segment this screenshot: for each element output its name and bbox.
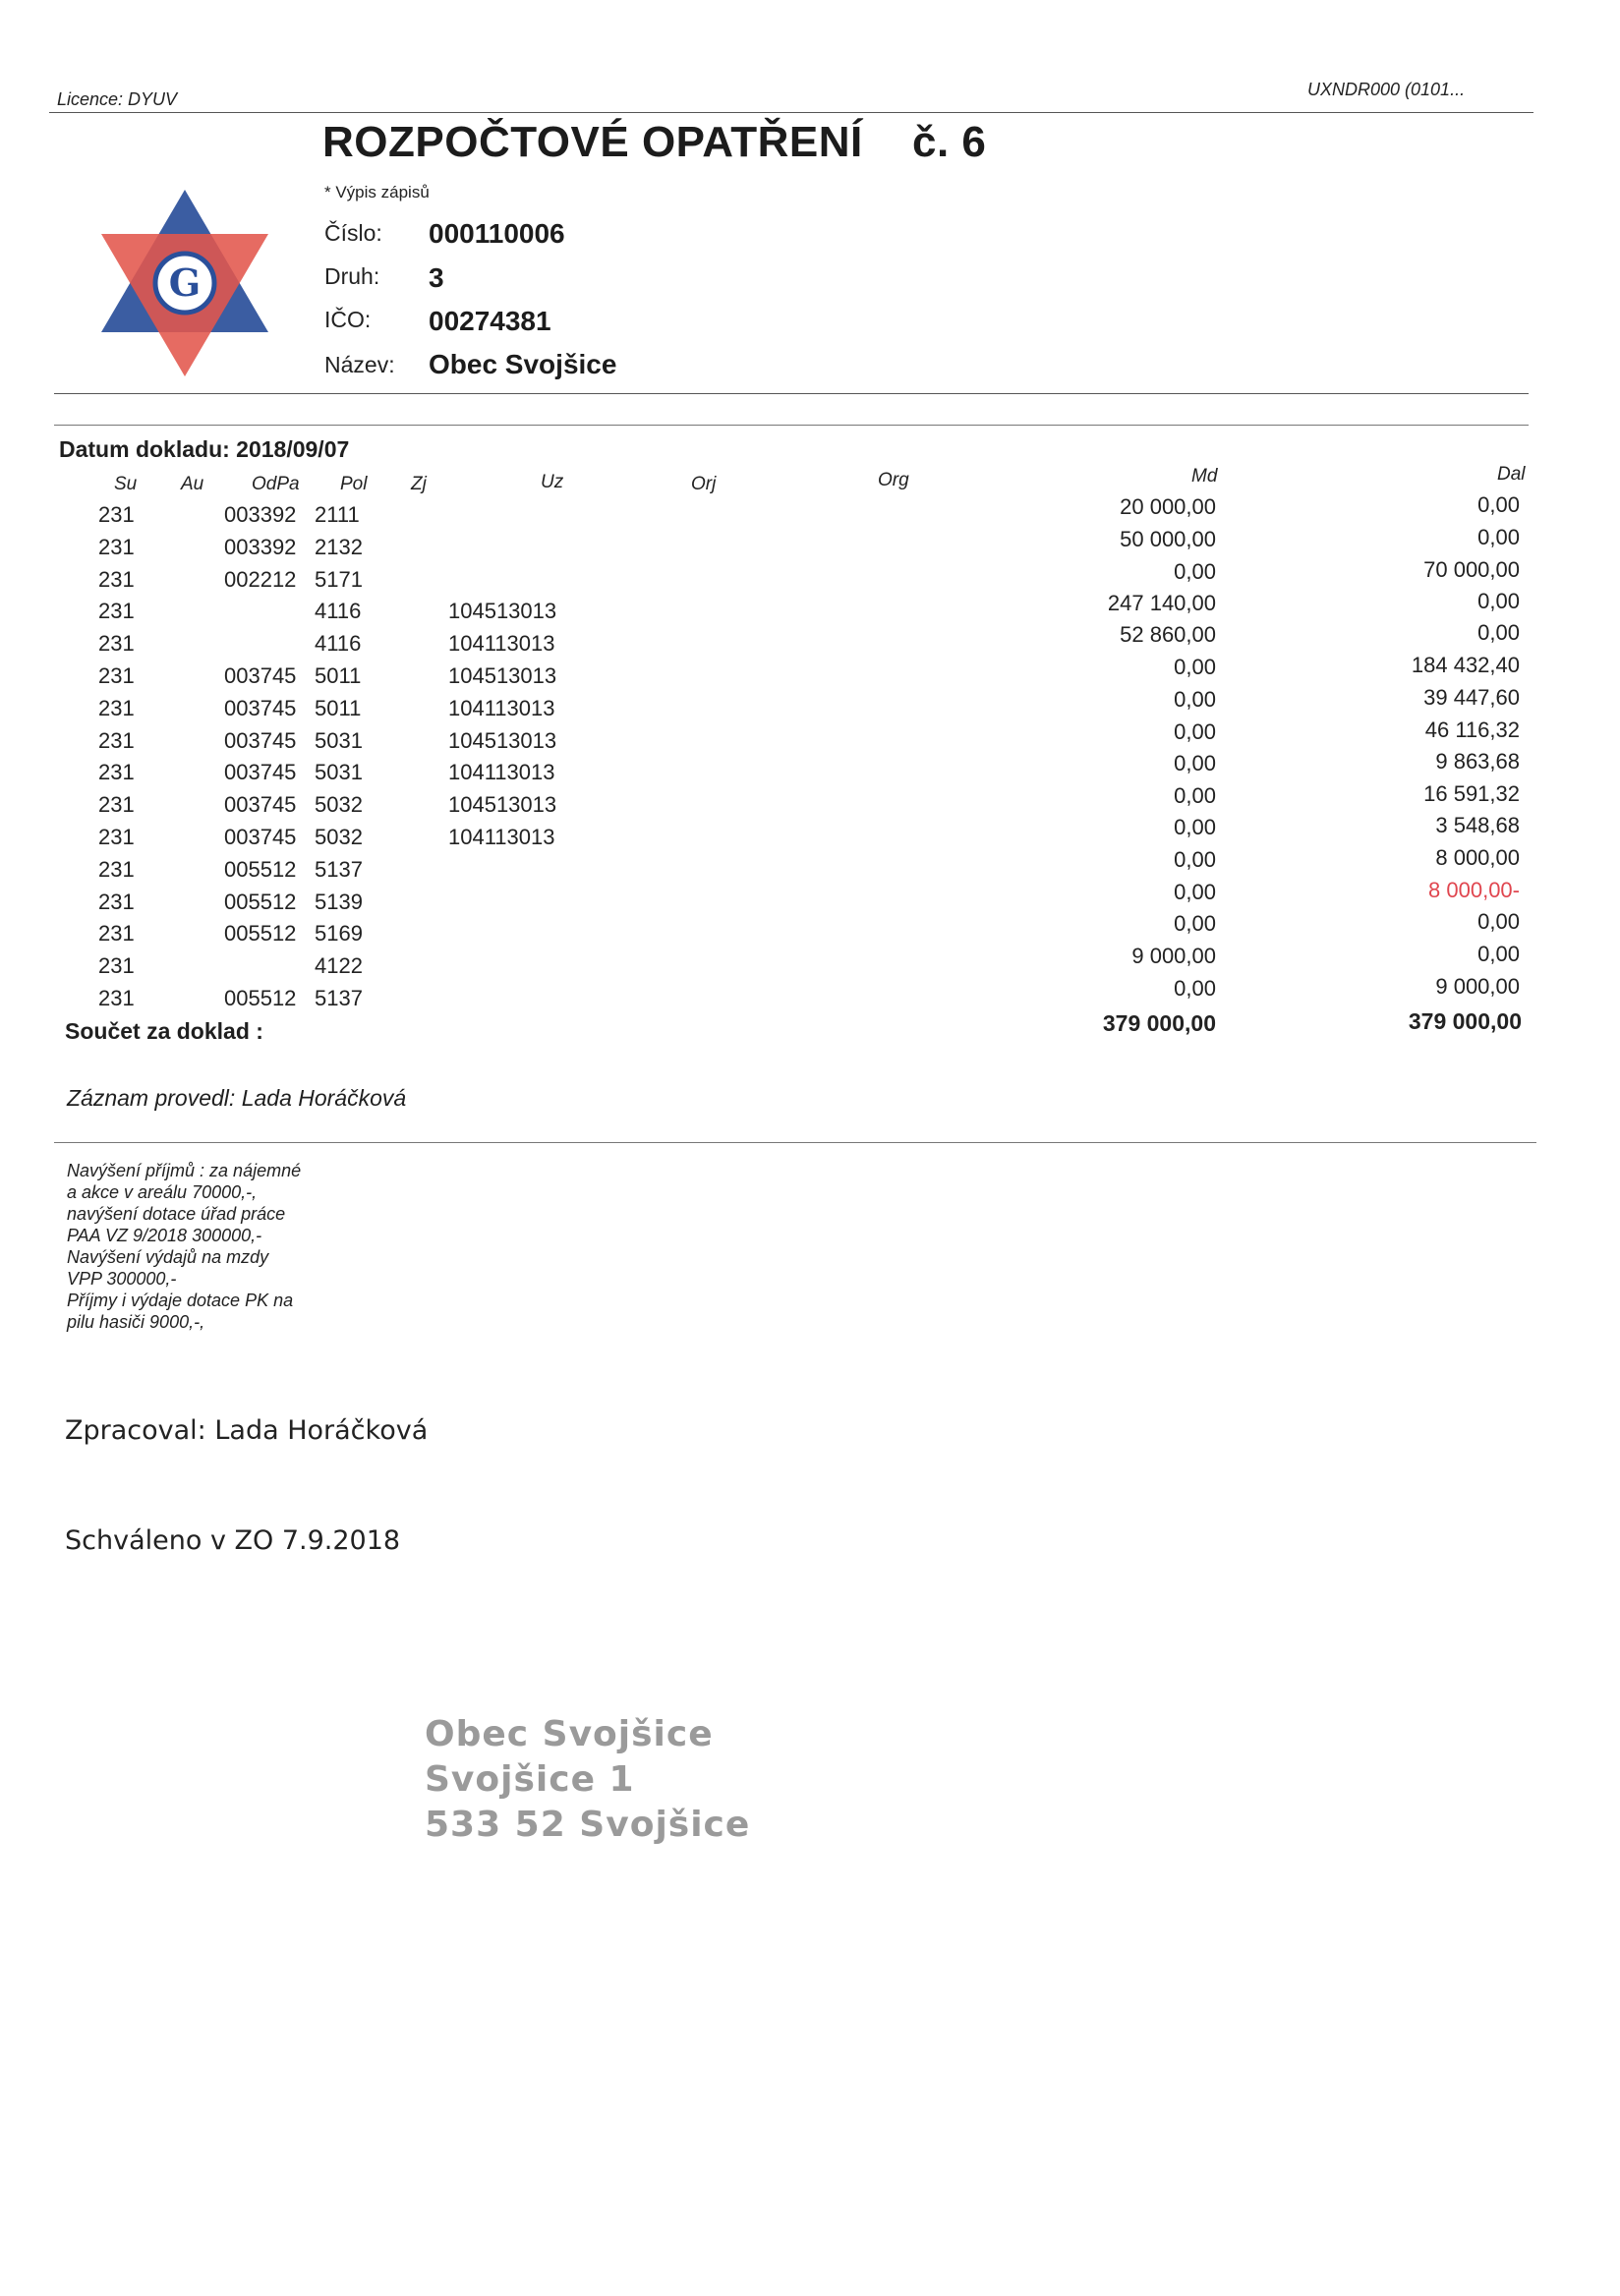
title-rule: [54, 393, 1529, 394]
cell-su: 231: [98, 696, 135, 720]
cell-md: 0,00: [1174, 783, 1216, 808]
col-header-pol: Pol: [340, 474, 368, 494]
cell-md: 20 000,00: [1120, 494, 1216, 519]
cell-md: 0,00: [1174, 751, 1216, 775]
cell-su: 231: [98, 986, 135, 1010]
field-label-nazev: Název:: [324, 352, 395, 377]
note-rule: [54, 1142, 1536, 1143]
note-line: pilu hasiči 9000,-,: [67, 1312, 205, 1332]
document-date: Datum dokladu: 2018/09/07: [59, 436, 350, 462]
field-value-cislo: 000110006: [429, 218, 565, 249]
licence-label: Licence: DYUV: [57, 89, 178, 109]
cell-odpa: 003745: [224, 728, 297, 753]
cell-pol: 2111: [315, 502, 360, 527]
total-md: 379 000,00: [1102, 1010, 1216, 1036]
cell-md: 52 860,00: [1120, 622, 1216, 647]
total-dal: 379 000,00: [1408, 1008, 1522, 1034]
field-value-druh: 3: [429, 262, 444, 293]
cell-uz: 104513013: [448, 792, 557, 817]
cell-md: 0,00: [1174, 880, 1216, 904]
note-line: Navýšení výdajů na mzdy: [67, 1247, 269, 1267]
field-label-druh: Druh:: [324, 263, 380, 289]
cell-pol: 4116: [315, 599, 362, 623]
cell-dal: 0,00: [1477, 909, 1520, 934]
svg-text:G: G: [168, 260, 202, 305]
note-line: VPP 300000,-: [67, 1269, 177, 1289]
cell-su: 231: [98, 953, 135, 978]
cell-pol: 5032: [315, 792, 363, 817]
cell-odpa: 002212: [224, 567, 297, 592]
cell-pol: 5171: [315, 567, 363, 592]
cell-dal: 0,00: [1477, 620, 1520, 645]
cell-md: 9 000,00: [1131, 944, 1216, 968]
note-line: navýšení dotace úřad práce: [67, 1204, 286, 1224]
cell-odpa: 003745: [224, 663, 297, 688]
cell-dal: 39 447,60: [1423, 685, 1520, 710]
cell-su: 231: [98, 663, 135, 688]
cell-dal: 8 000,00: [1435, 845, 1520, 870]
cell-pol: 4122: [315, 953, 363, 978]
cell-uz: 104513013: [448, 599, 557, 623]
cell-odpa: 003745: [224, 825, 297, 849]
col-header-dal: Dal: [1497, 464, 1526, 485]
cell-dal: 8 000,00-: [1428, 878, 1520, 902]
report-code: UXNDR000 (0101...: [1307, 80, 1466, 99]
col-header-odpa: OdPa: [252, 474, 300, 494]
processed-by: Zpracoval: Lada Horáčková: [65, 1415, 429, 1446]
cell-su: 231: [98, 825, 135, 849]
cell-su: 231: [98, 921, 135, 946]
cell-dal: 0,00: [1477, 589, 1520, 613]
cell-pol: 5011: [315, 663, 362, 688]
cell-odpa: 003745: [224, 792, 297, 817]
stamp-line-1: Obec Svojšice: [425, 1714, 714, 1754]
cell-odpa: 003745: [224, 760, 297, 784]
cell-su: 231: [98, 760, 135, 784]
cell-uz: 104113013: [448, 696, 555, 720]
cell-odpa: 005512: [224, 921, 297, 946]
cell-uz: 104513013: [448, 728, 557, 753]
cell-pol: 5137: [315, 986, 363, 1010]
field-label-cislo: Číslo:: [324, 220, 382, 246]
total-label: Součet za doklad :: [65, 1018, 263, 1044]
cell-odpa: 005512: [224, 986, 297, 1010]
cell-dal: 46 116,32: [1424, 718, 1520, 742]
col-header-su: Su: [114, 474, 138, 494]
cell-su: 231: [98, 502, 135, 527]
cell-pol: 2132: [315, 535, 363, 559]
note-line: a akce v areálu 70000,-,: [67, 1182, 258, 1202]
cell-dal: 70 000,00: [1423, 557, 1520, 582]
cell-dal: 16 591,32: [1423, 781, 1520, 806]
field-label-ico: IČO:: [324, 307, 372, 332]
cell-md: 247 140,00: [1107, 591, 1216, 615]
section-rule: [54, 425, 1529, 426]
col-header-uz: Uz: [541, 472, 564, 492]
cell-uz: 104513013: [448, 663, 557, 688]
cell-su: 231: [98, 535, 135, 559]
cell-md: 0,00: [1174, 911, 1216, 936]
col-header-zj: Zj: [411, 474, 427, 494]
cell-md: 0,00: [1174, 655, 1216, 679]
cell-dal: 9 863,68: [1435, 749, 1520, 774]
cell-su: 231: [98, 792, 135, 817]
cell-md: 0,00: [1174, 687, 1216, 712]
cell-md: 0,00: [1174, 976, 1216, 1001]
cell-pol: 4116: [315, 631, 362, 656]
field-value-nazev: Obec Svojšice: [429, 349, 617, 379]
cell-pol: 5031: [315, 760, 363, 784]
budget-note: [67, 1160, 301, 1333]
cell-su: 231: [98, 631, 135, 656]
recorded-by: Záznam provedl: Lada Horáčková: [67, 1085, 407, 1111]
col-header-orj: Orj: [691, 474, 717, 494]
cell-dal: 0,00: [1477, 492, 1520, 517]
cell-uz: 104113013: [448, 631, 555, 656]
col-header-md: Md: [1191, 466, 1218, 487]
cell-pol: 5169: [315, 921, 363, 946]
cell-odpa: 005512: [224, 857, 297, 882]
note-line: Příjmy i výdaje dotace PK na: [67, 1291, 294, 1310]
cell-dal: 0,00: [1477, 942, 1520, 966]
col-header-au: Au: [181, 474, 204, 494]
header-rule: [49, 112, 1533, 113]
stamp-line-2: Svojšice 1: [425, 1759, 635, 1800]
cell-md: 0,00: [1174, 847, 1216, 872]
cell-uz: 104113013: [448, 760, 555, 784]
document-number: č. 6: [912, 118, 987, 166]
municipality-logo: [87, 185, 283, 381]
cell-dal: 3 548,68: [1435, 813, 1520, 837]
cell-md: 0,00: [1174, 815, 1216, 839]
cell-su: 231: [98, 567, 135, 592]
col-header-org: Org: [878, 470, 909, 490]
cell-dal: 9 000,00: [1435, 974, 1520, 999]
cell-su: 231: [98, 890, 135, 914]
cell-md: 0,00: [1174, 719, 1216, 744]
cell-md: 50 000,00: [1120, 527, 1216, 551]
note-line: Navýšení příjmů : za nájemné: [67, 1161, 302, 1180]
document-title: ROZPOČTOVÉ OPATŘENÍ: [322, 118, 863, 166]
cell-odpa: 003745: [224, 696, 297, 720]
cell-su: 231: [98, 857, 135, 882]
cell-pol: 5031: [315, 728, 363, 753]
cell-odpa: 003392: [224, 535, 297, 559]
cell-pol: 5032: [315, 825, 363, 849]
cell-dal: 184 432,40: [1411, 653, 1520, 677]
cell-dal: 0,00: [1477, 525, 1520, 549]
cell-odpa: 003392: [224, 502, 297, 527]
subtitle: * Výpis zápisů: [324, 183, 430, 201]
field-value-ico: 00274381: [429, 306, 551, 336]
cell-su: 231: [98, 599, 135, 623]
cell-su: 231: [98, 728, 135, 753]
cell-pol: 5011: [315, 696, 362, 720]
cell-uz: 104113013: [448, 825, 555, 849]
stamp-line-3: 533 52 Svojšice: [425, 1805, 751, 1845]
approval-note: Schváleno v ZO 7.9.2018: [65, 1525, 401, 1556]
note-line: PAA VZ 9/2018 300000,-: [67, 1226, 262, 1245]
cell-pol: 5139: [315, 890, 363, 914]
cell-pol: 5137: [315, 857, 363, 882]
cell-odpa: 005512: [224, 890, 297, 914]
cell-md: 0,00: [1174, 559, 1216, 584]
